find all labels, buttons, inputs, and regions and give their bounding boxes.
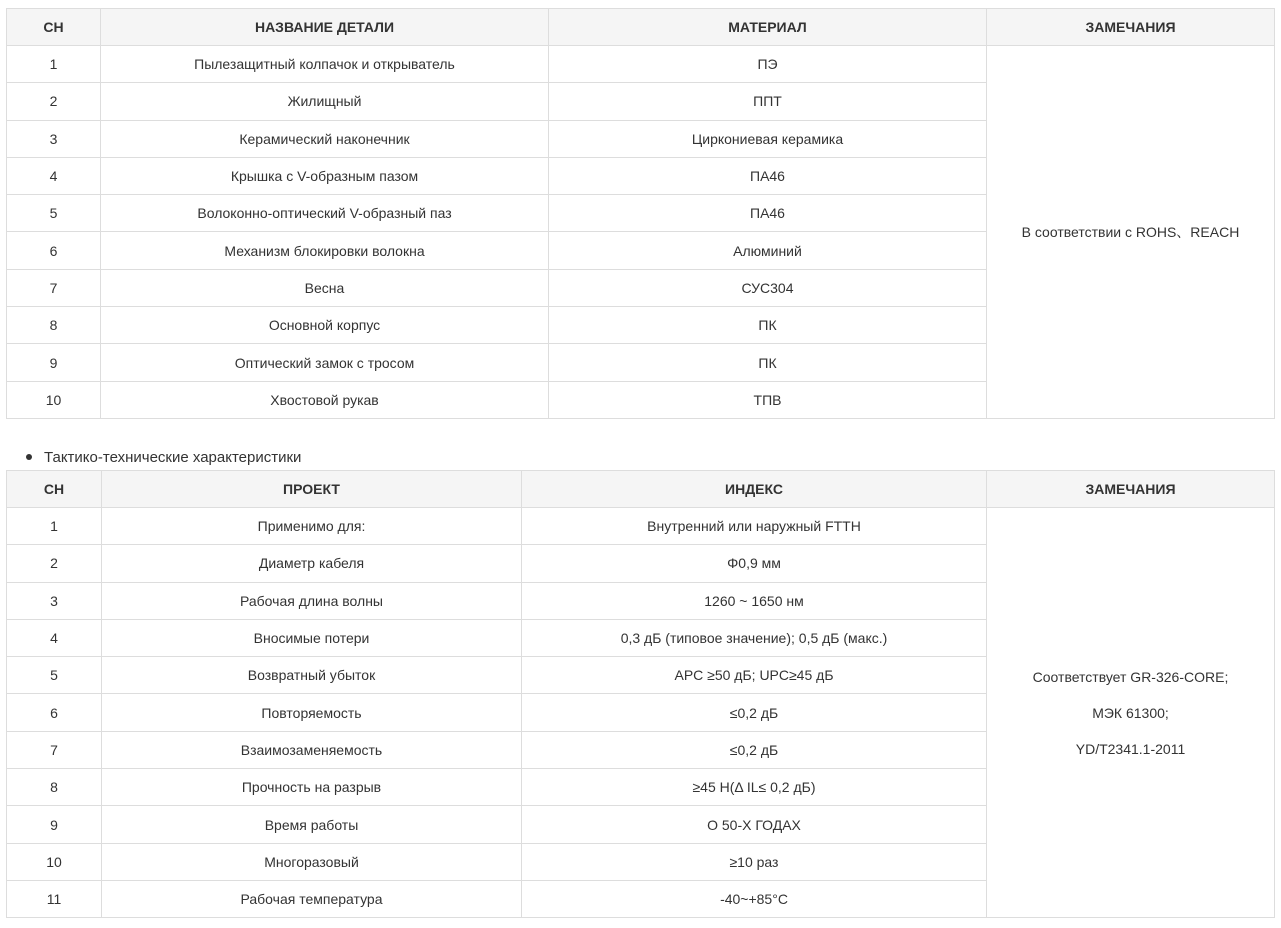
cell-index: О 50-Х ГОДАХ <box>522 806 987 843</box>
remarks-line: Соответствует GR-326-CORE; <box>1032 668 1229 685</box>
cell-project: Прочность на разрыв <box>102 769 522 806</box>
cell-project: Многоразовый <box>102 843 522 880</box>
header-part-name: НАЗВАНИЕ ДЕТАЛИ <box>101 9 549 46</box>
header-index: ИНДЕКС <box>522 471 987 508</box>
cell-num: 7 <box>7 269 101 306</box>
cell-part-name: Хвостовой рукав <box>101 381 549 418</box>
cell-project: Применимо для: <box>102 508 522 545</box>
bullet-icon <box>26 454 32 460</box>
cell-num: 3 <box>7 582 102 619</box>
cell-part-name: Пылезащитный колпачок и открыватель <box>101 46 549 83</box>
cell-material: СУС304 <box>549 269 987 306</box>
cell-index: 1260 ~ 1650 нм <box>522 582 987 619</box>
cell-index: ≤0,2 дБ <box>522 731 987 768</box>
performance-section-heading <box>26 446 301 468</box>
parts-table-header-row <box>7 9 1275 46</box>
cell-part-name: Оптический замок с тросом <box>101 344 549 381</box>
cell-project: Рабочая температура <box>102 880 522 917</box>
cell-index: Φ0,9 мм <box>522 545 987 582</box>
performance-table-body <box>7 508 1275 918</box>
cell-num: 6 <box>7 232 101 269</box>
cell-num: 2 <box>7 545 102 582</box>
cell-num: 1 <box>7 508 102 545</box>
remarks-line: YD/T2341.1-2011 <box>1075 740 1186 757</box>
cell-remarks <box>987 508 1275 918</box>
cell-material: ППТ <box>549 83 987 120</box>
cell-material: ПА46 <box>549 157 987 194</box>
header-project: ПРОЕКТ <box>102 471 522 508</box>
cell-index: ≥45 Н(Δ IL≤ 0,2 дБ) <box>522 769 987 806</box>
cell-material: Циркониевая керамика <box>549 120 987 157</box>
cell-project: Возвратный убыток <box>102 657 522 694</box>
cell-num: 2 <box>7 83 101 120</box>
cell-material: ПК <box>549 344 987 381</box>
cell-num: 9 <box>7 806 102 843</box>
cell-num: 5 <box>7 657 102 694</box>
cell-material: ПА46 <box>549 195 987 232</box>
cell-num: 4 <box>7 619 102 656</box>
cell-num: 8 <box>7 769 102 806</box>
cell-remarks: В соответствии с ROHS、REACH <box>987 46 1275 419</box>
cell-project: Время работы <box>102 806 522 843</box>
cell-material: ПК <box>549 307 987 344</box>
cell-num: 8 <box>7 307 101 344</box>
cell-index: APC ≥50 дБ; UPC≥45 дБ <box>522 657 987 694</box>
cell-index: -40~+85°C <box>522 880 987 917</box>
header-remarks: ЗАМЕЧАНИЯ <box>987 9 1275 46</box>
cell-material: Алюминий <box>549 232 987 269</box>
cell-num: 3 <box>7 120 101 157</box>
header-remarks: ЗАМЕЧАНИЯ <box>987 471 1275 508</box>
header-num: СН <box>7 9 101 46</box>
cell-num: 7 <box>7 731 102 768</box>
cell-project: Диаметр кабеля <box>102 545 522 582</box>
cell-part-name: Жилищный <box>101 83 549 120</box>
cell-project: Вносимые потери <box>102 619 522 656</box>
parts-table-body <box>7 46 1275 419</box>
cell-num: 6 <box>7 694 102 731</box>
cell-project: Рабочая длина волны <box>102 582 522 619</box>
cell-num: 4 <box>7 157 101 194</box>
cell-project: Повторяемость <box>102 694 522 731</box>
cell-index: ≥10 раз <box>522 843 987 880</box>
cell-part-name: Механизм блокировки волокна <box>101 232 549 269</box>
cell-material: ТПВ <box>549 381 987 418</box>
cell-material: ПЭ <box>549 46 987 83</box>
header-num: СН <box>7 471 102 508</box>
header-material: МАТЕРИАЛ <box>549 9 987 46</box>
cell-num: 10 <box>7 381 101 418</box>
parts-table <box>6 8 1275 419</box>
cell-part-name: Основной корпус <box>101 307 549 344</box>
performance-table <box>6 470 1275 918</box>
table-row <box>7 508 1275 545</box>
performance-heading-text: Тактико-технические характеристики <box>44 448 302 466</box>
cell-num: 11 <box>7 880 102 917</box>
cell-index: 0,3 дБ (типовое значение); 0,5 дБ (макс.) <box>522 619 987 656</box>
cell-index: Внутренний или наружный FTTH <box>522 508 987 545</box>
table-row <box>7 46 1275 83</box>
cell-num: 1 <box>7 46 101 83</box>
cell-part-name: Крышка с V-образным пазом <box>101 157 549 194</box>
cell-project: Взаимозаменяемость <box>102 731 522 768</box>
cell-part-name: Керамический наконечник <box>101 120 549 157</box>
cell-num: 9 <box>7 344 101 381</box>
cell-index: ≤0,2 дБ <box>522 694 987 731</box>
cell-num: 5 <box>7 195 101 232</box>
cell-part-name: Весна <box>101 269 549 306</box>
cell-part-name: Волоконно-оптический V-образный паз <box>101 195 549 232</box>
performance-table-header-row <box>7 471 1275 508</box>
cell-num: 10 <box>7 843 102 880</box>
remarks-line: МЭК 61300; <box>1092 704 1169 721</box>
